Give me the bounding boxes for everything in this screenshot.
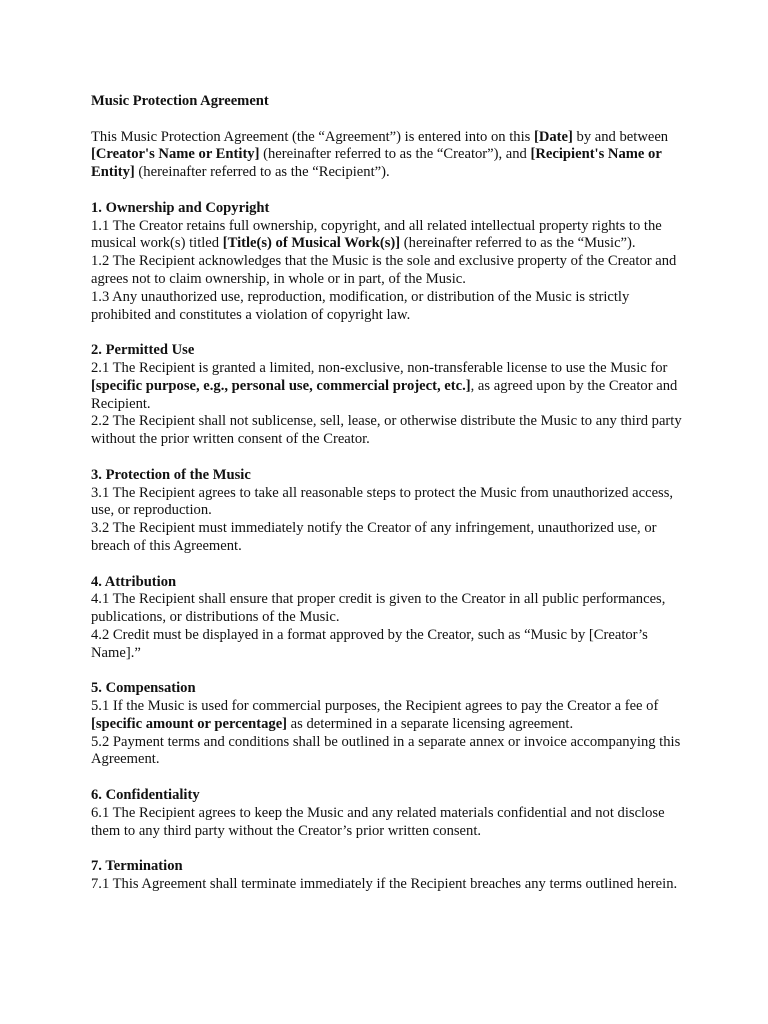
section-termination: [91, 858, 691, 894]
clause-1-1: [91, 218, 691, 254]
clause-5-1: [91, 698, 691, 734]
clause-4-1: 4.1 The Recipient shall ensure that proper credit is given to the Creator in all public performances, publications, or distributions of the Music.: [91, 591, 666, 626]
clause-7-1: 7.1 This Agreement shall terminate immediately if the Recipient breaches any terms outlined herein.: [91, 876, 678, 893]
clause-2-1: [91, 360, 691, 413]
section-protection: [91, 467, 691, 556]
section-heading: 2. Permitted Use: [91, 342, 195, 359]
section-heading: 4. Attribution: [91, 573, 177, 590]
clause-6-1: 6.1 The Recipient agrees to keep the Music and any related materials confidential and not disclose them to any third party without the Creator’s prior written consent.: [91, 804, 665, 839]
intro-text: by and between: [572, 128, 669, 145]
clause-text: , as agreed upon by the Creator and Recipient.: [91, 377, 678, 412]
recipient-placeholder: [Recipient's Name or Entity]: [91, 146, 662, 181]
section-compensation: [91, 680, 691, 769]
document-title: Music Protection Agreement: [91, 93, 269, 109]
clause-4-2: 4.2 Credit must be displayed in a format approved by the Creator, such as “Music by [Creator’s Name].”: [91, 626, 648, 661]
section-heading: 5. Compensation: [91, 680, 196, 697]
section-heading: 3. Protection of the Music: [91, 466, 251, 483]
section-heading: 6. Confidentiality: [91, 787, 200, 804]
clause-5-2: 5.2 Payment terms and conditions shall be outlined in a separate annex or invoice accompanying this Agreement.: [91, 733, 681, 768]
intro-text: This Music Protection Agreement (the “Agreement”) is entered into on this: [91, 128, 534, 145]
section-confidentiality: [91, 787, 691, 840]
section-permitted-use: [91, 342, 691, 449]
document-page: [91, 93, 691, 912]
section-attribution: [91, 574, 691, 663]
amount-placeholder: [specific amount or percentage]: [91, 715, 288, 732]
clause-3-2: 3.2 The Recipient must immediately notify the Creator of any infringement, unauthorized use, or breach of this Agreement.: [91, 520, 657, 554]
title-placeholder: [Title(s) of Musical Work(s)]: [222, 235, 401, 252]
intro-text: (hereinafter referred to as the “Creator”), and: [259, 146, 531, 163]
section-ownership: [91, 200, 691, 325]
intro-paragraph: [91, 129, 691, 182]
creator-placeholder: [Creator's Name or Entity]: [91, 146, 260, 163]
clause-text: 1.1 The Creator retains full ownership, copyright, and all related intellectual property rights to the musical work(s) titled: [91, 217, 662, 252]
intro-text: (hereinafter referred to as the “Recipient”).: [134, 164, 390, 181]
clause-2-2: 2.2 The Recipient shall not sublicense, sell, lease, or otherwise distribute the Music to any third party without the prior written consent of the Creator.: [91, 413, 682, 448]
clause-text: (hereinafter referred to as the “Music”).: [400, 235, 636, 252]
clause-1-3: 1.3 Any unauthorized use, reproduction, modification, or distribution of the Music is strictly prohibited and constitutes a violation of copyright law.: [91, 288, 630, 323]
purpose-placeholder: [specific purpose, e.g., personal use, commercial project, etc.]: [91, 377, 471, 394]
section-heading: 7. Termination: [91, 858, 183, 875]
clause-text: as determined in a separate licensing agreement.: [287, 715, 574, 732]
clause-text: 5.1 If the Music is used for commercial purposes, the Recipient agrees to pay the Creator a fee of: [91, 698, 659, 715]
date-placeholder: [Date]: [533, 128, 573, 145]
clause-1-2: 1.2 The Recipient acknowledges that the Music is the sole and exclusive property of the Creator and agrees not to claim ownership, in whole or in part, of the Music.: [91, 253, 677, 287]
clause-text: 2.1 The Recipient is granted a limited, non-exclusive, non-transferable license to use the Music for: [91, 359, 668, 376]
section-heading: 1. Ownership and Copyright: [91, 199, 270, 216]
clause-3-1: 3.1 The Recipient agrees to take all reasonable steps to protect the Music from unauthorized access, use, or reproduction.: [91, 484, 674, 519]
